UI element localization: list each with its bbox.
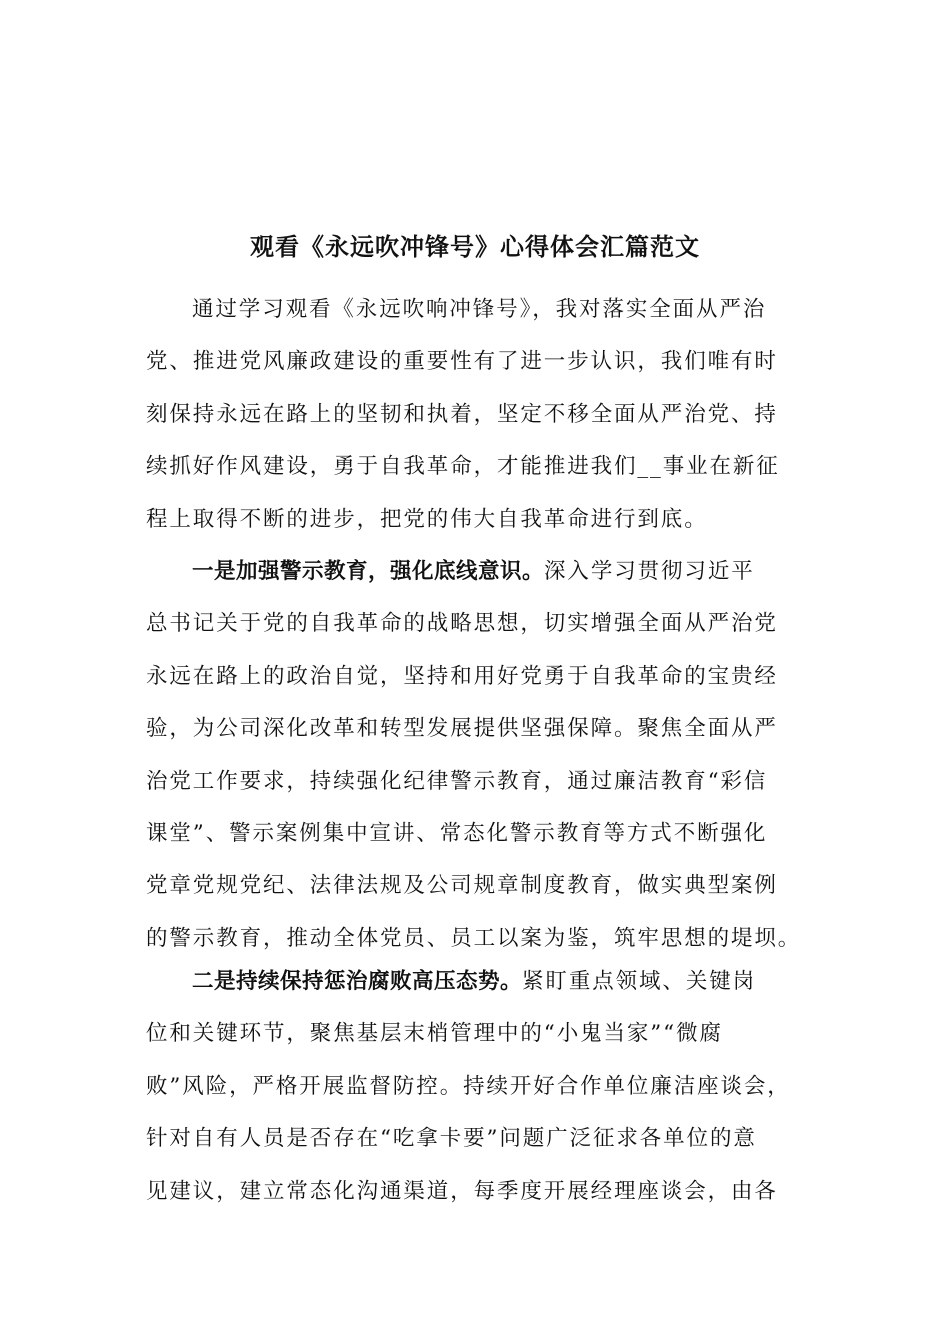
paragraph-line: 验，为公司深化改革和转型发展提供坚强保障。聚焦全面从严	[146, 716, 778, 742]
paragraph-line: 课堂”、警示案例集中宣讲、常态化警示教育等方式不断强化	[146, 820, 768, 846]
paragraph-line: 的警示教育，推动全体党员、员工以案为鉴，筑牢思想的堤坝。	[146, 925, 802, 951]
paragraph-line: 续抓好作风建设，勇于自我革命，才能推进我们__事业在新征	[146, 454, 780, 480]
paragraph-line: 党章党规党纪、法律法规及公司规章制度教育，做实典型案例	[146, 873, 778, 899]
paragraph-line: 永远在路上的政治自觉，坚持和用好党勇于自我革命的宝贵经	[146, 663, 778, 689]
section-1-paragraph	[146, 546, 806, 965]
paragraph-line: 治党工作要求，持续强化纪律警示教育，通过廉洁教育“彩信	[146, 768, 768, 794]
paragraph-line: 位和关键环节，聚焦基层末梢管理中的“小鬼当家”“微腐	[146, 1021, 723, 1047]
paragraph-line: 针对自有人员是否存在“吃拿卡要”问题广泛征求各单位的意	[146, 1126, 757, 1152]
section-1-heading: 一是加强警示教育，强化底线意识。	[192, 559, 545, 584]
section-2-first-line: 紧盯重点领域、关键岗	[522, 969, 757, 994]
paragraph-line: 通过学习观看《永远吹响冲锋号》，我对落实全面从严治	[192, 297, 767, 322]
paragraph-line: 刻保持永远在路上的坚韧和执着，坚定不移全面从严治党、持	[146, 401, 778, 427]
section-2-paragraph	[146, 956, 806, 1218]
document-title: 观看《永远吹冲锋号》心得体会汇篇范文	[250, 233, 700, 261]
section-2-heading: 二是持续保持惩治腐败高压态势。	[192, 969, 523, 994]
section-1-first-line: 深入学习贯彻习近平	[544, 559, 755, 584]
paragraph-line: 见建议，建立常态化沟通渠道，每季度开展经理座谈会，由各	[146, 1178, 778, 1204]
paragraph-line: 程上取得不断的进步，把党的伟大自我革命进行到底。	[146, 506, 708, 532]
intro-paragraph	[146, 284, 806, 546]
paragraph-line: 党、推进党风廉政建设的重要性有了进一步认识，我们唯有时	[146, 349, 778, 375]
paragraph-line	[146, 956, 806, 1008]
paragraph-line	[146, 546, 806, 598]
paragraph-line: 总书记关于党的自我革命的战略思想，切实增强全面从严治党	[146, 611, 778, 637]
paragraph-line: 败”风险，严格开展监督防控。持续开好合作单位廉洁座谈会，	[146, 1073, 791, 1099]
